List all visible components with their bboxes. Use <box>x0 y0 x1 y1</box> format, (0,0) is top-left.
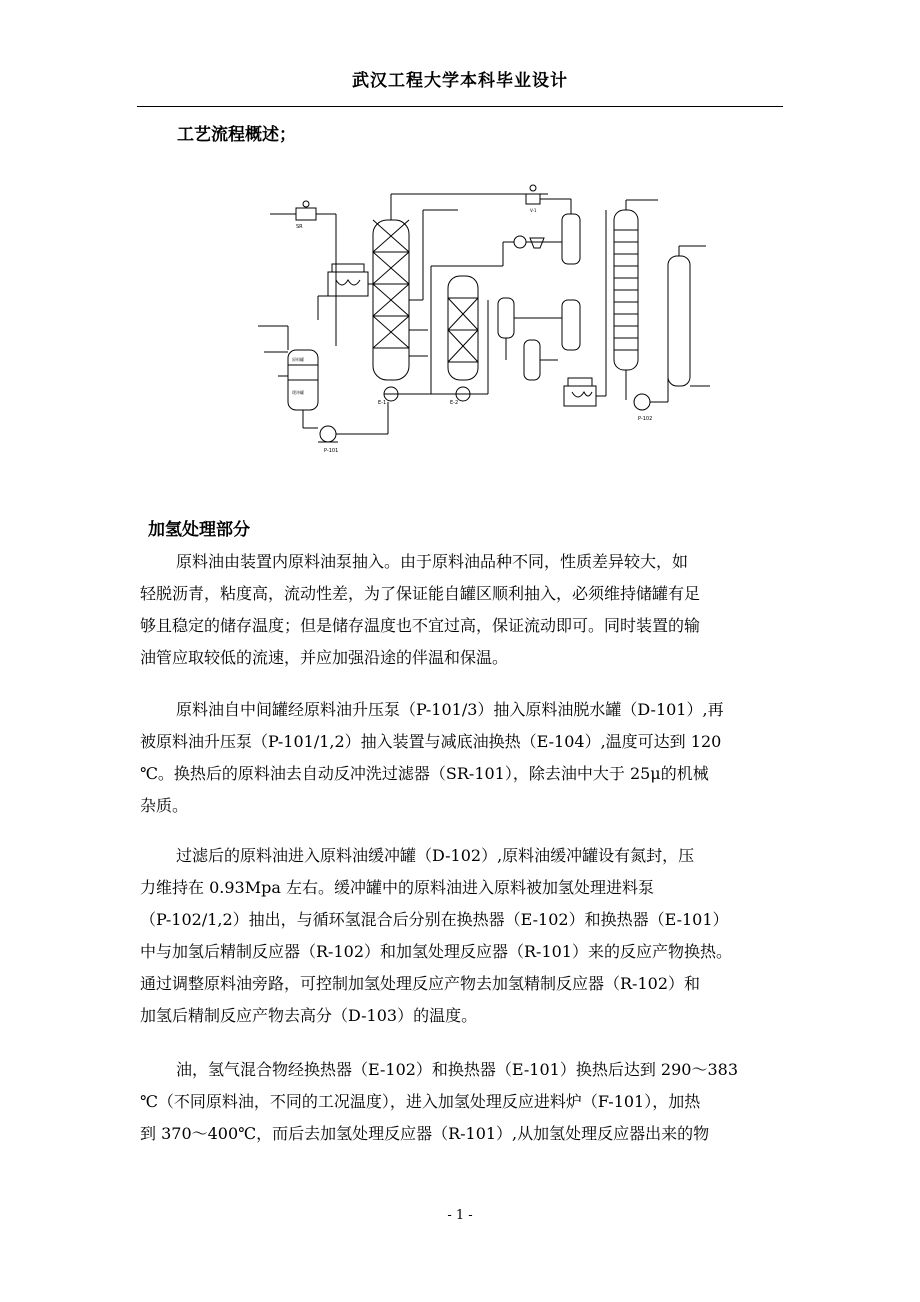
paragraph-line: 力维持在 0.93Mpa 左右。缓冲罐中的原料油进入原料被加氢处理进料泵 <box>140 878 654 897</box>
reactor-r102 <box>431 266 503 394</box>
paragraph-line: 够且稳定的储存温度；但是储存温度也不宜过高，保证流动即可。同时装置的输 <box>140 616 701 635</box>
paragraph-line: 油，氢气混合物经换热器（E-102）和换热器（E-101）换热后达到 290～383 <box>176 1060 739 1079</box>
furnace-2 <box>564 210 606 406</box>
pump-left-label: P-101 <box>324 448 339 454</box>
top-pump-label: V-1 <box>530 208 537 213</box>
paragraph-line: 加氢后精制反应产物去高分（D-103）的温度。 <box>140 1006 478 1025</box>
filter-unit <box>270 201 336 346</box>
filter-label: SR <box>296 224 303 230</box>
section-heading-hydrotreating: 加氢处理部分 <box>148 520 250 540</box>
paragraph-line: 原料油自中间罐经原料油升压泵（P-101/3）抽入原料油脱水罐（D-101）,再 <box>176 700 724 719</box>
column-pump <box>634 360 668 422</box>
document-header-title: 武汉工程大学本科毕业设计 <box>352 71 568 91</box>
paragraph-line: 油管应取较低的流速，并应加强沿途的伴温和保温。 <box>140 648 509 667</box>
process-flow-diagram <box>258 180 718 460</box>
tank-top-label: 原料罐 <box>292 357 304 362</box>
paragraph-line: 杂质。 <box>140 796 189 815</box>
furnace <box>318 264 376 320</box>
exchanger-e2 <box>398 300 488 406</box>
paragraph-feed-oil <box>140 546 780 674</box>
stripper-column <box>668 246 710 386</box>
feed-pump <box>318 402 388 454</box>
paragraph-line: 中与加氢后精制反应器（R-102）和加氢处理反应器（R-101）来的反应产物换热。 <box>140 942 732 961</box>
distillation-column <box>614 200 658 400</box>
page-number: - 1 - <box>447 1208 473 1223</box>
exchanger-e1-label: E-1 <box>378 400 387 406</box>
exchanger-e2-label: E-2 <box>450 400 459 406</box>
paragraph-line: 轻脱沥青，粘度高，流动性差，为了保证能自罐区顺利抽入，必须维持储罐有足 <box>140 584 701 603</box>
paragraph-heat-exchange <box>140 1054 780 1150</box>
section-heading-process-overview: 工艺流程概述； <box>177 125 296 145</box>
paragraph-line: 通过调整原料油旁路，可控制加氢处理反应产物去加氢精制反应器（R-102）和 <box>140 974 700 993</box>
tank-bottom-label: 缓冲罐 <box>292 390 304 395</box>
top-exchanger <box>503 185 571 266</box>
paragraph-line: （P-102/1,2）抽出，与循环氢混合后分别在换热器（E-102）和换热器（E-101） <box>140 910 729 929</box>
paragraph-line: 过滤后的原料油进入原料油缓冲罐（D-102）,原料油缓冲罐设有氮封，压 <box>176 846 695 865</box>
feed-tank <box>258 326 318 428</box>
reactor-r101 <box>373 194 548 380</box>
paragraph-line: ℃。换热后的原料油去自动反冲洗过滤器（SR-101），除去油中大于 25μ的机械 <box>140 764 709 783</box>
paragraph-line: 原料油由装置内原料油泵抽入。由于原料油品种不同，性质差异较大，如 <box>176 552 689 571</box>
pump-right-label: P-102 <box>638 416 653 422</box>
paragraph-pump-flow <box>140 694 780 822</box>
paragraph-line: 被原料油升压泵（P-101/1,2）抽入装置与减底油换热（E-104）,温度可达到 120 <box>140 732 722 751</box>
header-divider <box>137 106 783 107</box>
paragraph-buffer-tank <box>140 840 780 1032</box>
paragraph-line: ℃（不同原料油，不同的工况温度），进入加氢处理反应进料炉（F-101），加热 <box>140 1092 701 1111</box>
paragraph-line: 到 370～400℃，而后去加氢处理反应器（R-101）,从加氢处理反应器出来的物 <box>140 1124 710 1143</box>
separators <box>498 214 580 380</box>
